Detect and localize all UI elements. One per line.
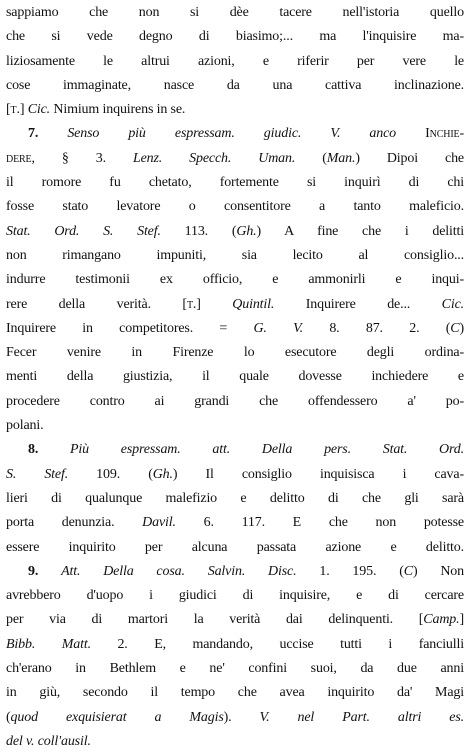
text-segment: non rimangano impuniti, sia lecito al consiglio... (6, 247, 464, 263)
text-segment: rere della verità. [ (6, 296, 187, 312)
text-segment: essere inquirito per alcuna passata azione e delitto. (6, 539, 464, 555)
text-line (6, 560, 464, 584)
text-line (6, 74, 464, 98)
text-segment: Cic. (27, 102, 51, 118)
entry-text (6, 1, 464, 754)
text-line (6, 414, 464, 438)
text-segment: 1. 195. ( (296, 563, 404, 579)
text-segment: liziosamente le altrui azioni, e riferir per vere le (6, 53, 464, 69)
text-line (6, 268, 464, 292)
text-line (6, 98, 464, 122)
dictionary-page (6, 1, 464, 754)
text-segment: ). (223, 709, 260, 725)
text-segment: ch'erano in Bethlem e ne' confini suoi, da due anni (6, 661, 464, 677)
text-segment: indurre testimonii ex officio, e ammonirli e inqui- (6, 272, 464, 288)
text-segment: , § 3. (31, 150, 133, 166)
text-segment: quod exquisierat a Magis (10, 709, 224, 725)
text-segment: [t.] (6, 102, 28, 118)
text-segment: Camp. (423, 612, 460, 628)
text-line (6, 706, 464, 730)
text-segment: ) A fine che i delitti (256, 223, 464, 239)
text-line (6, 1, 464, 25)
text-segment: 6. 117. E che non potesse (175, 515, 464, 531)
text-segment: in giù, secondo il tempo che avea inquirito da' Magi (6, 685, 464, 701)
text-segment: Stat. Ord. S. Stef. (6, 223, 161, 239)
text-segment: ) (459, 320, 464, 336)
text-line (6, 220, 464, 244)
text-segment: C (450, 320, 460, 336)
text-segment: S. Stef. (6, 466, 69, 482)
text-segment: polani. (6, 418, 44, 434)
text-segment: avrebbero d'uopo i giudici di inquisire, e di cercare (6, 588, 464, 604)
text-segment: ( (295, 150, 327, 166)
text-line (6, 122, 464, 146)
text-segment: 109. ( (68, 466, 153, 482)
text-segment: ] (196, 296, 233, 312)
text-segment: dere (6, 150, 32, 166)
text-segment: ) Dipoi che (355, 150, 464, 166)
text-segment: ( (6, 709, 11, 725)
text-line (6, 293, 464, 317)
text-line (6, 584, 464, 608)
text-segment: che si vede degno di biasimo;... ma l'inquisire ma- (6, 29, 464, 45)
text-segment: 8. (28, 442, 71, 458)
text-line (6, 536, 464, 560)
text-segment: Nimium inquirens in se. (50, 102, 186, 118)
text-line (6, 487, 464, 511)
text-segment: 2. E, mandando, uccise tutti i fanciulli (90, 636, 465, 652)
text-segment: sappiamo che non si dèe tacere nell'istoria quello (6, 5, 464, 20)
text-line (6, 633, 464, 657)
text-segment: C (403, 563, 413, 579)
text-segment: Inquirere in competitores. = (6, 320, 254, 336)
text-segment: per via di martori la verità dai delinquenti. [ (6, 612, 424, 628)
text-segment: porta denunzia. (6, 515, 143, 531)
text-line (6, 463, 464, 487)
text-line (6, 195, 464, 219)
text-segment: del v. coll'ausil. (6, 733, 91, 749)
text-segment: Senso più espressam. giudic. V. anco (67, 126, 426, 142)
text-line (6, 681, 464, 705)
text-segment: Davil. (142, 515, 176, 531)
text-segment: Att. Della cosa. Salvin. Disc. (61, 563, 297, 579)
text-segment: ) Il consiglio inquisisca i cava- (172, 466, 464, 482)
text-segment: ) Non (412, 563, 464, 579)
text-segment: 8. 87. 2. ( (303, 320, 451, 336)
text-segment: V. nel Part. altri es. (259, 709, 464, 725)
text-segment: Man. (326, 150, 356, 166)
text-line (6, 608, 464, 632)
text-segment: 9. (28, 563, 62, 579)
text-segment: G. V. (253, 320, 304, 336)
text-segment: Fecer venire in Firenze lo esecutore degli ordina- (6, 345, 464, 361)
text-segment: Quintil. (232, 296, 275, 312)
text-segment: 113. ( (160, 223, 237, 239)
text-segment: Più espressam. att. Della pers. Stat. Ord. (70, 442, 464, 458)
text-segment: menti della giustizia, il quale dovesse inchiedere e (6, 369, 464, 385)
text-segment: Inchie- (425, 126, 464, 142)
text-line (6, 171, 464, 195)
text-segment: fosse stato levatore o consentitore a tanto maleficio. (6, 199, 464, 215)
text-segment: Gh. (236, 223, 257, 239)
text-line (6, 365, 464, 389)
text-segment: lieri di qualunque malefizio e delitto di che gli sarà (6, 490, 464, 506)
text-line (6, 730, 464, 754)
text-segment: Gh. (152, 466, 173, 482)
text-segment: procedere contro ai grandi che offendessero a' po- (6, 393, 464, 409)
text-segment: cose immaginate, nasce da una cattiva inclinazione. (6, 77, 464, 93)
text-segment: ] (459, 612, 464, 628)
text-line (6, 511, 464, 535)
text-segment: 7. (28, 126, 68, 142)
text-line (6, 438, 464, 462)
text-segment: il romore fu chetato, fortemente si inquirì di chi (6, 175, 464, 191)
text-line (6, 657, 464, 681)
text-line (6, 25, 464, 49)
text-line (6, 317, 464, 341)
text-segment: Bibb. Matt. (6, 636, 91, 652)
text-segment: t. (186, 296, 197, 312)
text-line (6, 50, 464, 74)
text-line (6, 390, 464, 414)
text-segment: Lenz. Specch. Uman. (132, 150, 296, 166)
text-segment: Inquirere de... (274, 296, 442, 312)
text-segment: Cic. (441, 296, 464, 312)
text-line (6, 341, 464, 365)
text-line (6, 147, 464, 171)
text-line (6, 244, 464, 268)
